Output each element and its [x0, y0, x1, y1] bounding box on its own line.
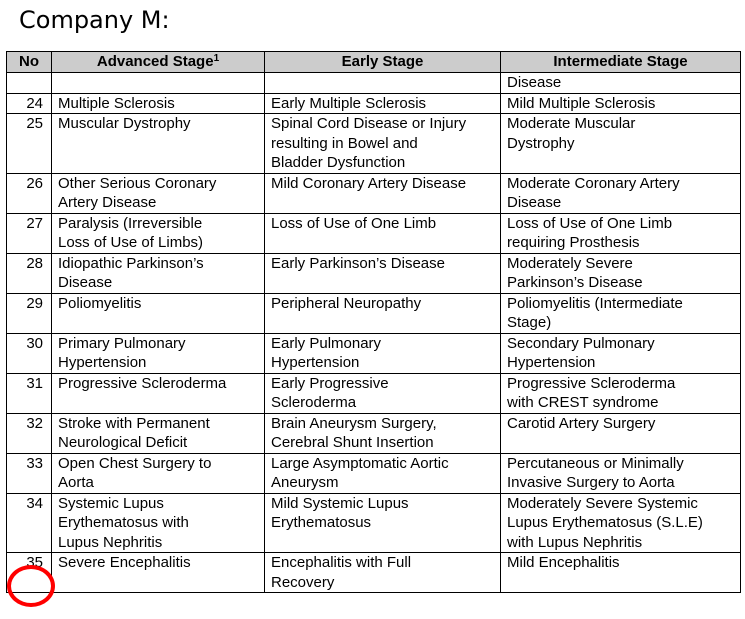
- cell-advanced: Idiopathic Parkinson’s Disease: [52, 253, 265, 293]
- cell-early: Early Multiple Sclerosis: [265, 93, 501, 114]
- cell-early: Spinal Cord Disease or Injury resulting in Bowel and Bladder Dysfunction: [265, 114, 501, 174]
- table-row: [7, 114, 741, 174]
- page-title: Company M:: [19, 6, 170, 34]
- cell-no: 25: [7, 114, 52, 174]
- cell-early: Brain Aneurysm Surgery, Cerebral Shunt Insertion: [265, 413, 501, 453]
- cell-early: Mild Systemic Lupus Erythematosus: [265, 493, 501, 553]
- cell-no: 27: [7, 213, 52, 253]
- cell-no: 31: [7, 373, 52, 413]
- table-row: [7, 253, 741, 293]
- table-row: [7, 213, 741, 253]
- cell-advanced: [52, 73, 265, 94]
- cell-intermediate: Mild Multiple Sclerosis: [501, 93, 741, 114]
- cell-advanced: Open Chest Surgery to Aorta: [52, 453, 265, 493]
- cell-intermediate: Loss of Use of One Limb requiring Prosthesis: [501, 213, 741, 253]
- cell-early: Loss of Use of One Limb: [265, 213, 501, 253]
- cell-advanced: Muscular Dystrophy: [52, 114, 265, 174]
- cell-advanced: Primary Pulmonary Hypertension: [52, 333, 265, 373]
- cell-intermediate: Progressive Scleroderma with CREST syndrome: [501, 373, 741, 413]
- cell-intermediate: Mild Encephalitis: [501, 553, 741, 593]
- table-body: [7, 73, 741, 593]
- cell-no: 30: [7, 333, 52, 373]
- cell-intermediate: Secondary Pulmonary Hypertension: [501, 333, 741, 373]
- header-footnote-marker: 1: [213, 53, 220, 64]
- cell-early: Early Parkinson’s Disease: [265, 253, 501, 293]
- cell-advanced: Poliomyelitis: [52, 293, 265, 333]
- table-row: [7, 413, 741, 453]
- table-header-row: [7, 52, 741, 73]
- cell-no: 33: [7, 453, 52, 493]
- table-row: [7, 453, 741, 493]
- cell-no: 35: [7, 553, 52, 593]
- header-intermediate-stage: Intermediate Stage: [501, 52, 741, 73]
- cell-advanced: Multiple Sclerosis: [52, 93, 265, 114]
- cell-early: Mild Coronary Artery Disease: [265, 173, 501, 213]
- cell-no: 28: [7, 253, 52, 293]
- cell-intermediate: Poliomyelitis (Intermediate Stage): [501, 293, 741, 333]
- table-row: [7, 373, 741, 413]
- table-row: [7, 293, 741, 333]
- header-early-stage: Early Stage: [265, 52, 501, 73]
- cell-intermediate: Carotid Artery Surgery: [501, 413, 741, 453]
- critical-illness-stage-table: [6, 51, 741, 593]
- cell-intermediate: Moderately Severe Systemic Lupus Erythematosus (S.L.E) with Lupus Nephritis: [501, 493, 741, 553]
- table-row: [7, 333, 741, 373]
- cell-no: 34: [7, 493, 52, 553]
- cell-no: [7, 73, 52, 94]
- table-row: [7, 73, 741, 94]
- cell-advanced: Stroke with Permanent Neurological Deficit: [52, 413, 265, 453]
- cell-no: 32: [7, 413, 52, 453]
- cell-advanced: Systemic Lupus Erythematosus with Lupus Nephritis: [52, 493, 265, 553]
- cell-early: Early Progressive Scleroderma: [265, 373, 501, 413]
- table-row: [7, 493, 741, 553]
- cell-advanced: Paralysis (Irreversible Loss of Use of Limbs): [52, 213, 265, 253]
- cell-early: [265, 73, 501, 94]
- header-advanced-stage: [52, 52, 265, 73]
- cell-early: Encephalitis with Full Recovery: [265, 553, 501, 593]
- cell-intermediate: Moderate Coronary Artery Disease: [501, 173, 741, 213]
- cell-early: Early Pulmonary Hypertension: [265, 333, 501, 373]
- cell-no: 29: [7, 293, 52, 333]
- cell-early: Peripheral Neuropathy: [265, 293, 501, 333]
- header-advanced-stage-label: Advanced Stage: [96, 53, 214, 70]
- header-no: No: [7, 52, 52, 73]
- cell-intermediate: Moderate Muscular Dystrophy: [501, 114, 741, 174]
- cell-advanced: Other Serious Coronary Artery Disease: [52, 173, 265, 213]
- table-row: [7, 553, 741, 593]
- cell-no: 24: [7, 93, 52, 114]
- cell-advanced: Severe Encephalitis: [52, 553, 265, 593]
- cell-advanced: Progressive Scleroderma: [52, 373, 265, 413]
- cell-early: Large Asymptomatic Aortic Aneurysm: [265, 453, 501, 493]
- cell-no: 26: [7, 173, 52, 213]
- table-row: [7, 173, 741, 213]
- table-row: [7, 93, 741, 114]
- cell-intermediate: Percutaneous or Minimally Invasive Surgery to Aorta: [501, 453, 741, 493]
- cell-intermediate: Moderately Severe Parkinson’s Disease: [501, 253, 741, 293]
- cell-intermediate: Disease: [501, 73, 741, 94]
